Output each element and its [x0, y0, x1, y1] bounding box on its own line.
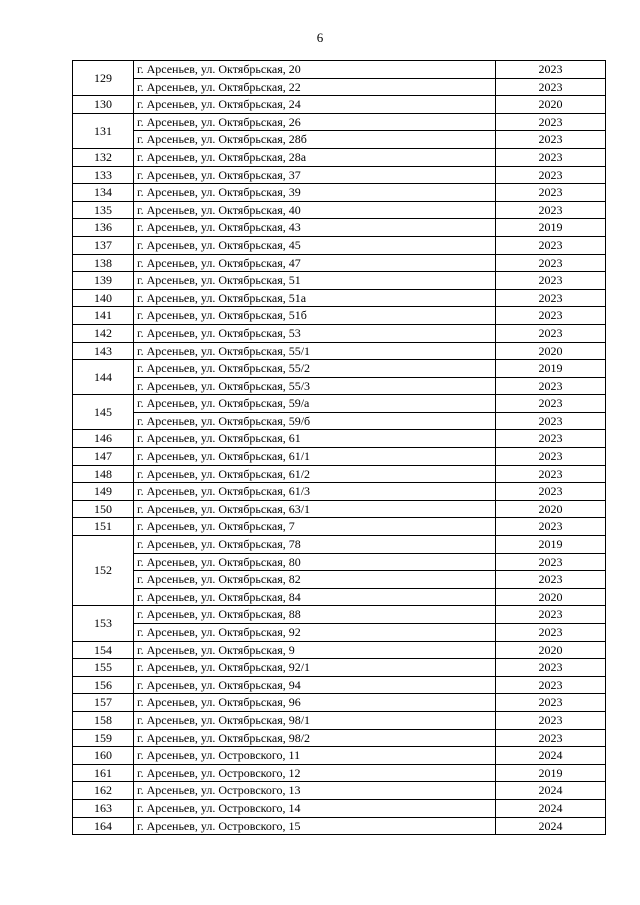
table-row — [73, 659, 606, 677]
address-cell: г. Арсеньев, ул. Октябрьская, 22 — [134, 78, 496, 96]
row-number: 134 — [73, 184, 134, 202]
table-row — [73, 483, 606, 501]
address-cell: г. Арсеньев, ул. Октябрьская, 55/1 — [134, 342, 496, 360]
table-row — [73, 96, 606, 114]
address-cell: г. Арсеньев, ул. Октябрьская, 20 — [134, 61, 496, 79]
address-cell: г. Арсеньев, ул. Островского, 13 — [134, 782, 496, 800]
row-number: 149 — [73, 483, 134, 501]
table-row — [73, 166, 606, 184]
year-cell: 2023 — [496, 131, 606, 149]
row-number: 147 — [73, 448, 134, 466]
table-row — [73, 289, 606, 307]
table-row — [73, 465, 606, 483]
table-row — [73, 412, 606, 430]
address-cell: г. Арсеньев, ул. Октябрьская, 51 — [134, 272, 496, 290]
table-row — [73, 500, 606, 518]
year-cell: 2023 — [496, 324, 606, 342]
address-cell: г. Арсеньев, ул. Октябрьская, 92 — [134, 624, 496, 642]
table-row — [73, 571, 606, 589]
address-cell: г. Арсеньев, ул. Октябрьская, 53 — [134, 324, 496, 342]
year-cell: 2023 — [496, 518, 606, 536]
address-cell: г. Арсеньев, ул. Октябрьская, 61 — [134, 430, 496, 448]
row-number: 133 — [73, 166, 134, 184]
table-row — [73, 747, 606, 765]
row-number: 144 — [73, 360, 134, 395]
year-cell: 2019 — [496, 536, 606, 554]
address-cell: г. Арсеньев, ул. Островского, 11 — [134, 747, 496, 765]
year-cell: 2023 — [496, 448, 606, 466]
address-cell: г. Арсеньев, ул. Октябрьская, 61/1 — [134, 448, 496, 466]
row-number: 158 — [73, 711, 134, 729]
address-cell: г. Арсеньев, ул. Октябрьская, 37 — [134, 166, 496, 184]
row-number: 153 — [73, 606, 134, 641]
year-cell: 2023 — [496, 254, 606, 272]
year-cell: 2023 — [496, 465, 606, 483]
year-cell: 2019 — [496, 219, 606, 237]
year-cell: 2023 — [496, 430, 606, 448]
table-body — [73, 61, 606, 835]
address-cell: г. Арсеньев, ул. Октябрьская, 63/1 — [134, 500, 496, 518]
address-cell: г. Арсеньев, ул. Октябрьская, 98/2 — [134, 729, 496, 747]
page-number: 6 — [316, 30, 324, 45]
table-row — [73, 729, 606, 747]
table-row — [73, 324, 606, 342]
year-cell: 2024 — [496, 747, 606, 765]
year-cell: 2023 — [496, 166, 606, 184]
year-cell: 2023 — [496, 553, 606, 571]
address-cell: г. Арсеньев, ул. Октябрьская, 51а — [134, 289, 496, 307]
address-cell: г. Арсеньев, ул. Островского, 15 — [134, 817, 496, 835]
row-number: 135 — [73, 201, 134, 219]
year-cell: 2023 — [496, 61, 606, 79]
year-cell: 2023 — [496, 78, 606, 96]
row-number: 163 — [73, 799, 134, 817]
table-row — [73, 219, 606, 237]
address-cell: г. Арсеньев, ул. Октябрьская, 28а — [134, 148, 496, 166]
year-cell: 2023 — [496, 236, 606, 254]
table-row — [73, 711, 606, 729]
table-row — [73, 272, 606, 290]
year-cell: 2023 — [496, 659, 606, 677]
address-cell: г. Арсеньев, ул. Октябрьская, 98/1 — [134, 711, 496, 729]
year-cell: 2023 — [496, 606, 606, 624]
year-cell: 2023 — [496, 412, 606, 430]
address-cell: г. Арсеньев, ул. Октябрьская, 82 — [134, 571, 496, 589]
address-cell: г. Арсеньев, ул. Октябрьская, 7 — [134, 518, 496, 536]
address-cell: г. Арсеньев, ул. Октябрьская, 26 — [134, 113, 496, 131]
row-number: 150 — [73, 500, 134, 518]
table-row — [73, 78, 606, 96]
table-row — [73, 254, 606, 272]
row-number: 155 — [73, 659, 134, 677]
row-number: 142 — [73, 324, 134, 342]
year-cell: 2023 — [496, 729, 606, 747]
row-number: 130 — [73, 96, 134, 114]
year-cell: 2023 — [496, 289, 606, 307]
row-number: 156 — [73, 676, 134, 694]
table-row — [73, 131, 606, 149]
address-cell: г. Арсеньев, ул. Октябрьская, 88 — [134, 606, 496, 624]
address-cell: г. Арсеньев, ул. Октябрьская, 96 — [134, 694, 496, 712]
row-number: 146 — [73, 430, 134, 448]
row-number: 160 — [73, 747, 134, 765]
address-cell: г. Арсеньев, ул. Октябрьская, 59/б — [134, 412, 496, 430]
address-cell: г. Арсеньев, ул. Октябрьская, 45 — [134, 236, 496, 254]
year-cell: 2020 — [496, 342, 606, 360]
year-cell: 2023 — [496, 201, 606, 219]
row-number: 131 — [73, 113, 134, 148]
table-row — [73, 360, 606, 378]
year-cell: 2020 — [496, 641, 606, 659]
table-row — [73, 782, 606, 800]
row-number: 162 — [73, 782, 134, 800]
year-cell: 2024 — [496, 799, 606, 817]
year-cell: 2023 — [496, 694, 606, 712]
year-cell: 2023 — [496, 624, 606, 642]
year-cell: 2019 — [496, 764, 606, 782]
year-cell: 2023 — [496, 307, 606, 325]
row-number: 152 — [73, 536, 134, 606]
table-row — [73, 641, 606, 659]
year-cell: 2020 — [496, 96, 606, 114]
row-number: 138 — [73, 254, 134, 272]
table-row — [73, 430, 606, 448]
row-number: 154 — [73, 641, 134, 659]
table-row — [73, 307, 606, 325]
year-cell: 2020 — [496, 500, 606, 518]
address-cell: г. Арсеньев, ул. Октябрьская, 80 — [134, 553, 496, 571]
address-cell: г. Арсеньев, ул. Октябрьская, 39 — [134, 184, 496, 202]
address-table — [72, 60, 606, 835]
address-cell: г. Арсеньев, ул. Октябрьская, 43 — [134, 219, 496, 237]
year-cell: 2023 — [496, 676, 606, 694]
table-row — [73, 536, 606, 554]
table-row — [73, 342, 606, 360]
table-row — [73, 694, 606, 712]
row-number: 140 — [73, 289, 134, 307]
year-cell: 2023 — [496, 571, 606, 589]
address-cell: г. Арсеньев, ул. Островского, 14 — [134, 799, 496, 817]
table-row — [73, 113, 606, 131]
address-cell: г. Арсеньев, ул. Октябрьская, 92/1 — [134, 659, 496, 677]
row-number: 164 — [73, 817, 134, 835]
year-cell: 2023 — [496, 711, 606, 729]
row-number: 139 — [73, 272, 134, 290]
address-cell: г. Арсеньев, ул. Октябрьская, 59/а — [134, 395, 496, 413]
table-row — [73, 201, 606, 219]
year-cell: 2023 — [496, 483, 606, 501]
year-cell: 2023 — [496, 395, 606, 413]
table-row — [73, 448, 606, 466]
table-row — [73, 61, 606, 79]
year-cell: 2023 — [496, 272, 606, 290]
table-row — [73, 148, 606, 166]
row-number: 151 — [73, 518, 134, 536]
address-cell: г. Арсеньев, ул. Октябрьская, 61/2 — [134, 465, 496, 483]
row-number: 137 — [73, 236, 134, 254]
table-row — [73, 184, 606, 202]
year-cell: 2023 — [496, 184, 606, 202]
row-number: 157 — [73, 694, 134, 712]
address-cell: г. Арсеньев, ул. Островского, 12 — [134, 764, 496, 782]
address-cell: г. Арсеньев, ул. Октябрьская, 94 — [134, 676, 496, 694]
table-row — [73, 588, 606, 606]
table-row — [73, 236, 606, 254]
table-row — [73, 395, 606, 413]
year-cell: 2019 — [496, 360, 606, 378]
address-cell: г. Арсеньев, ул. Октябрьская, 55/2 — [134, 360, 496, 378]
table-row — [73, 553, 606, 571]
address-cell: г. Арсеньев, ул. Октябрьская, 28б — [134, 131, 496, 149]
table-row — [73, 799, 606, 817]
row-number: 132 — [73, 148, 134, 166]
address-cell: г. Арсеньев, ул. Октябрьская, 61/3 — [134, 483, 496, 501]
row-number: 145 — [73, 395, 134, 430]
address-cell: г. Арсеньев, ул. Октябрьская, 24 — [134, 96, 496, 114]
table-row — [73, 606, 606, 624]
address-cell: г. Арсеньев, ул. Октябрьская, 51б — [134, 307, 496, 325]
row-number: 136 — [73, 219, 134, 237]
row-number: 129 — [73, 61, 134, 96]
year-cell: 2023 — [496, 148, 606, 166]
row-number: 159 — [73, 729, 134, 747]
row-number: 161 — [73, 764, 134, 782]
address-cell: г. Арсеньев, ул. Октябрьская, 40 — [134, 201, 496, 219]
address-cell: г. Арсеньев, ул. Октябрьская, 47 — [134, 254, 496, 272]
address-cell: г. Арсеньев, ул. Октябрьская, 84 — [134, 588, 496, 606]
table-row — [73, 764, 606, 782]
year-cell: 2024 — [496, 817, 606, 835]
table-row — [73, 676, 606, 694]
year-cell: 2023 — [496, 377, 606, 395]
row-number: 143 — [73, 342, 134, 360]
table-row — [73, 377, 606, 395]
address-cell: г. Арсеньев, ул. Октябрьская, 78 — [134, 536, 496, 554]
year-cell: 2024 — [496, 782, 606, 800]
table-row — [73, 624, 606, 642]
row-number: 148 — [73, 465, 134, 483]
table-row — [73, 817, 606, 835]
row-number: 141 — [73, 307, 134, 325]
year-cell: 2023 — [496, 113, 606, 131]
address-cell: г. Арсеньев, ул. Октябрьская, 9 — [134, 641, 496, 659]
address-cell: г. Арсеньев, ул. Октябрьская, 55/3 — [134, 377, 496, 395]
year-cell: 2020 — [496, 588, 606, 606]
table-row — [73, 518, 606, 536]
